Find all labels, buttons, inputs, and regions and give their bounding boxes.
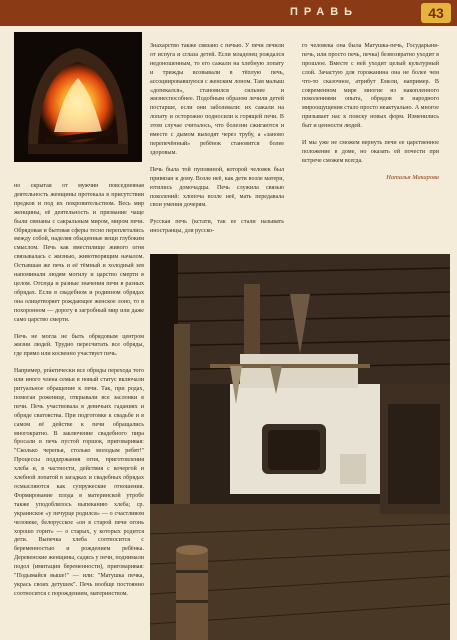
russian-stove-image [150,254,450,640]
paragraph: Печь была той пуповиной, которой человек был привязан к дому. Возле неё, как дети возле матери, ютились домочадцы. Печь служила связью поколений: хлопоча возле неё, мать передавала свои умения дочерям. [150,166,284,209]
fire-image [14,32,142,162]
section-title: ПРАВЬ [290,6,359,18]
paragraph: Знахарство также связано с печью. У печи лечили от испуга и сглаза детей. Если младенец рождался недоношенным, то его сажали на хлебную лопату и трижды всовывали в тёплую печь, ассоциировавшуюся с женским лоном. Там малыш «допекался», становился сильнее и жизнеспособнее. Подобным образом лечили детей постарше, если они заболевали: их сажали на лопату и осторожно подносили к горящей печи. В этом случае считалось, что болезни сжигаются и вместе с дымом выходят через трубу, а «заново перепечённый» ребёнок становится более здоровым. [150,43,284,156]
paragraph: го человека она была Матушка-печь, Государыня-печь, или просто печь, печка) безвозвратно уходит в прошлое. Вместе с ней уходит целый культурный слой. Зачастую для горожанина она не более чем что-то сказочное, атрибут Емели, например. В современном мире многие из накопленного поколениями опыта, обрядов и народного мироощущения стало просто неактуально. А многое призывает нас к поиску новых форм. Изменились быт и ценности людей. [302,43,439,130]
paragraph: Например, práктически все обряды перехода того или иного члена семьи в новый статус включали ритуальное обращение к печи. Так, при родах, помогая роженице, открывали все заслонки в печи. Печь участвовала в девичьих гаданиях и обряде сватовства. При подготовке к свадьбе и в самом её действе к печи обращались многократно. В заключение свадебного пира бросали в печь пустой горшок, приговаривая: "Сколько черепья, столько молодым ребят!" Процессы поддержания огня, приготовления хлеба и, в частности, действия с кочергой и хлебной лопатой в загадках и свадебных обрядах осмысляются как супружеские отношения. Формирование плода в материнской утробе также уподоблялось выпеканию хлеба; ср. украинское «у печурце родился» — о счастливом человеке, белорусское «он в старой печи огонь хорошо горит» — о старых, у которых родится дети. Выпечка хлеба соотносится с беременностью и рождением ребёнка. Деревенские женщины, садясь у печи, поднимали подол (имитация беременности), приговаривая: "Подымайся выше!" — или: "Матушка печка, укрась своих детушек". Печь вообще постоянно соотносится с порождением, материнством. [14,368,144,597]
paragraph: Печь не могла не быть обрядовым центром жизни людей. Трудно пересчитать все обряды, где прямо или косвенно участвует печь. [14,333,144,358]
column-1 [14,182,144,607]
fire-photo [14,32,142,162]
column-3 [302,42,439,183]
column-2 [150,42,284,244]
author-signature: Наталья Макарова [386,173,439,181]
paragraph: Русская печь (кстати, так ее стали называть иностранцы, для русско- [150,219,284,235]
page-number: 43 [421,3,451,23]
header-band [0,0,457,26]
paragraph: но скрытая от мужчин повседневная деятельность женщины протекала в присутствии предков и под их покровительством. Весь мир женщины, её деятельность и призвание чаще были связаны с сакральным миром, миром печи. Обрядовая и бытовая сферы тесно переплетались между собой, наделяя обыденные вещи глубоким смыслом. Печь как вместилище живого огня связывалась с жизнью, животворящим началом. Остывшая же печь и её тёмный и холодный зев напоминали людям могилу и царство смерти в целом. Отсюда и разные значения печи в разных обрядах. Если в свадебном и родинном обрядах она олицетворяет рождающее женское лоно, то в похоронном — дорогу в загробный мир или даже само царство смерти. [14,183,144,323]
stove-photo [150,254,450,640]
paragraph: И мы уже не сможем вернуть печи ее царственное положение в доме, но оказать ей почести при встрече сможем всегда. [302,140,439,164]
